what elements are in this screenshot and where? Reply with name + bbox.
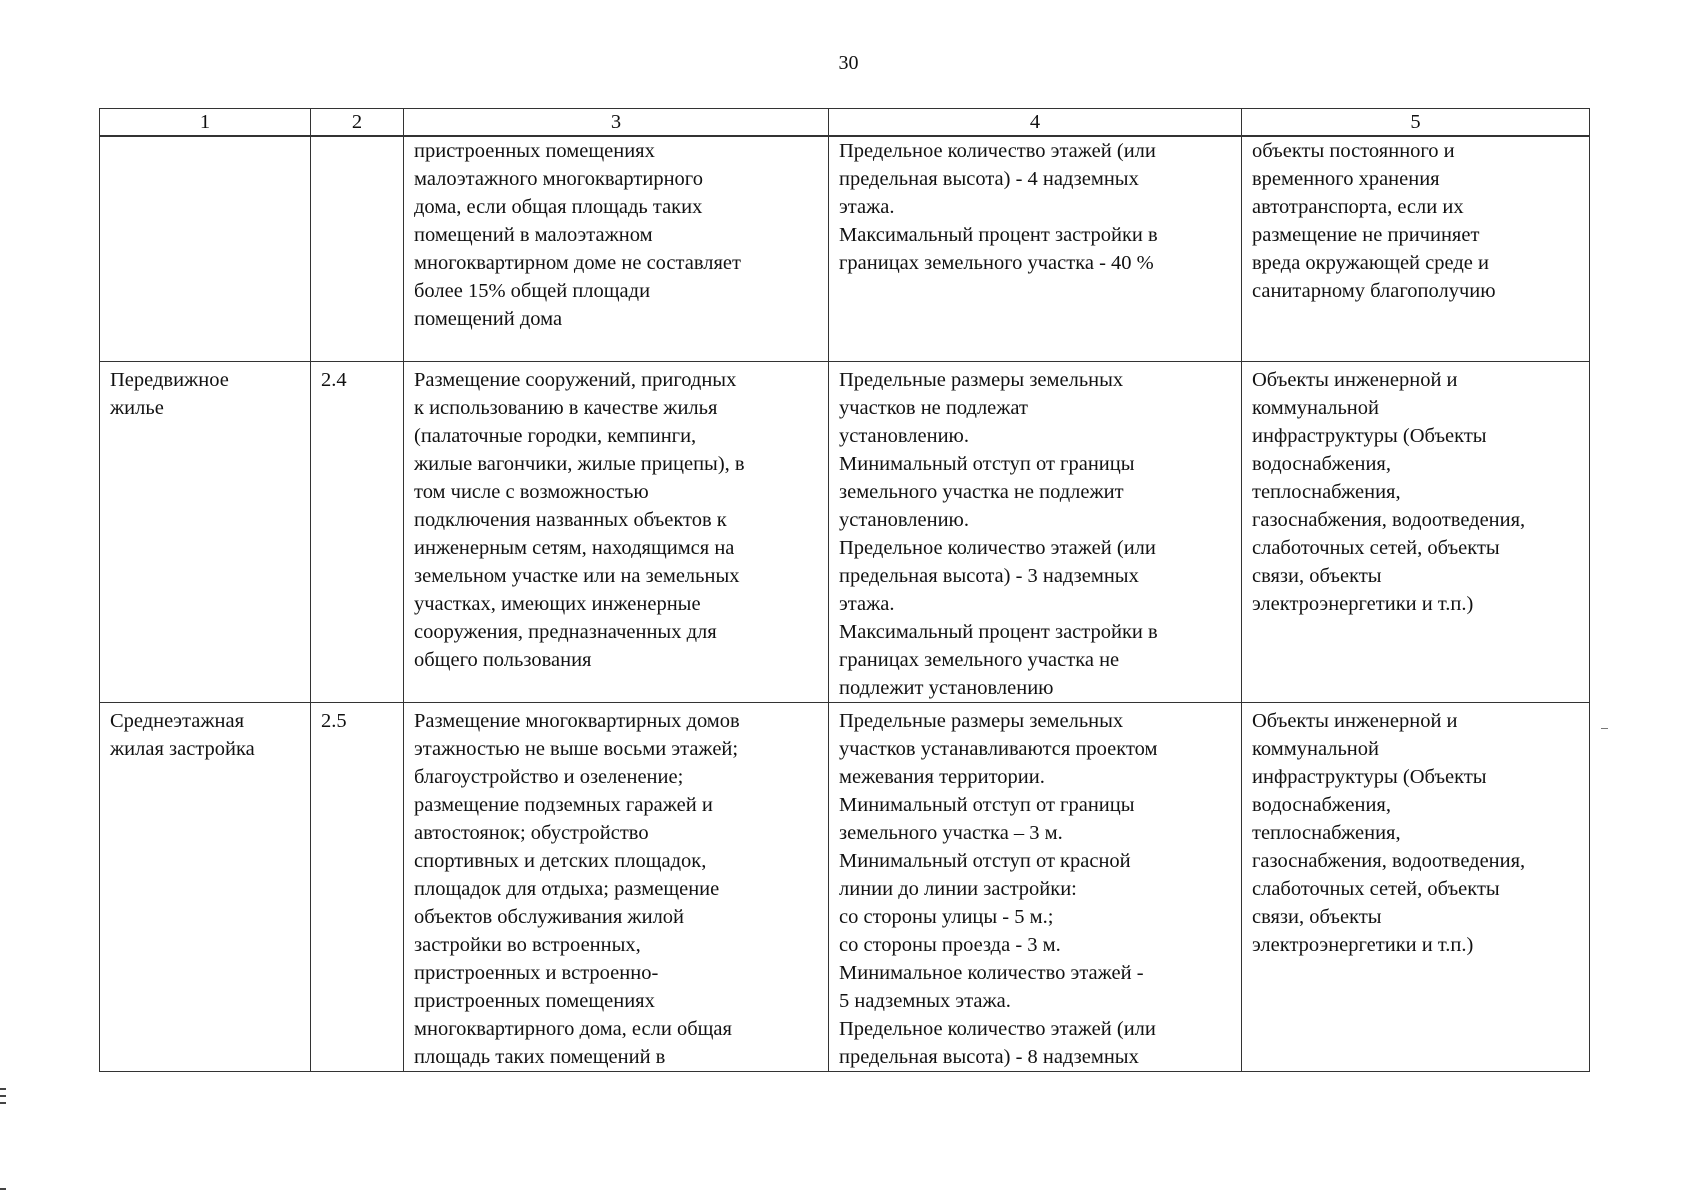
cell-text-line: земельного участка не подлежит xyxy=(839,481,1124,503)
cell-text-line: электроэнергетики и т.п.) xyxy=(1252,934,1474,956)
scan-mark xyxy=(1601,728,1608,729)
cell-text-line: санитарному благополучию xyxy=(1252,280,1496,302)
cell-parameters xyxy=(829,136,1242,362)
cell-text-line: Объекты инженерной и xyxy=(1252,369,1458,391)
table-row xyxy=(100,136,1590,362)
cell-text-line: этажа. xyxy=(839,593,895,615)
cell-text-line: водоснабжения, xyxy=(1252,794,1391,816)
cell-text-line: многоквартирном доме не составляет xyxy=(414,252,741,274)
cell-text-line: пристроенных помещениях xyxy=(414,990,655,1012)
cell-text-line: слаботочных сетей, объекты xyxy=(1252,878,1500,900)
cell-text-line: к использованию в качестве жилья xyxy=(414,397,718,419)
cell-code xyxy=(311,703,404,1072)
header-cell-4: 4 xyxy=(829,109,1242,137)
cell-text-line: благоустройство и озеленение; xyxy=(414,766,684,788)
cell-text-line: земельном участке или на земельных xyxy=(414,565,740,587)
cell-text-line: Максимальный процент застройки в xyxy=(839,224,1158,246)
cell-text-line: связи, объекты xyxy=(1252,906,1382,928)
cell-text-line: Минимальный отступ от красной xyxy=(839,850,1131,872)
page-number: 30 xyxy=(838,52,859,74)
cell-text-line: линии до линии застройки: xyxy=(839,878,1077,900)
cell-text-line: Предельные размеры земельных xyxy=(839,710,1124,732)
cell-text-line: площадок для отдыха; размещение xyxy=(414,878,720,900)
cell-text-line: связи, объекты xyxy=(1252,565,1382,587)
cell-text-line: водоснабжения, xyxy=(1252,453,1391,475)
cell-text-line: установлению. xyxy=(839,425,969,447)
cell-text-line: границах земельного участка - 40 % xyxy=(839,252,1154,274)
cell-auxiliary-uses xyxy=(1242,703,1590,1072)
cell-text-line: подлежит установлению xyxy=(839,677,1054,699)
cell-text-line: со стороны улицы - 5 м.; xyxy=(839,906,1054,928)
cell-text-line: теплоснабжения, xyxy=(1252,822,1401,844)
cell-text-line: общего пользования xyxy=(414,649,592,671)
cell-text-line: малоэтажного многоквартирного xyxy=(414,168,703,190)
cell-text-line: Предельное количество этажей (или xyxy=(839,1018,1156,1040)
cell-text-line: том числе с возможностью xyxy=(414,481,649,503)
cell-text-line: жилые вагончики, жилые прицепы), в xyxy=(414,453,745,475)
cell-text-line: объектов обслуживания жилой xyxy=(414,906,685,928)
cell-text-line: помещений в малоэтажном xyxy=(414,224,653,246)
table-header-row xyxy=(100,109,1590,137)
land-use-table xyxy=(99,108,1590,1072)
cell-parameters xyxy=(829,703,1242,1072)
cell-text-line: границах земельного участка не xyxy=(839,649,1120,671)
cell-text-line: 2.5 xyxy=(321,710,347,732)
cell-text-line: помещений дома xyxy=(414,308,563,330)
scan-edge-mark xyxy=(0,1102,6,1104)
cell-text-line: Передвижное xyxy=(110,369,229,391)
cell-text-line: Размещение многоквартирных домов xyxy=(414,710,740,732)
cell-text-line: участков не подлежат xyxy=(839,397,1028,419)
cell-text-line: межевания территории. xyxy=(839,766,1045,788)
cell-auxiliary-uses xyxy=(1242,362,1590,703)
cell-text-line: автостоянок; обустройство xyxy=(414,822,649,844)
cell-text-line: 5 надземных этажа. xyxy=(839,990,1011,1012)
header-cell-3: 3 xyxy=(404,109,829,137)
cell-description xyxy=(404,703,829,1072)
cell-text-line: инфраструктуры (Объекты xyxy=(1252,766,1487,788)
cell-text-line: Среднеэтажная xyxy=(110,710,245,732)
cell-text-line: подключения названных объектов к xyxy=(414,509,727,531)
cell-text-line: со стороны проезда - 3 м. xyxy=(839,934,1061,956)
cell-text-line: Предельное количество этажей (или xyxy=(839,537,1156,559)
cell-text-line: Максимальный процент застройки в xyxy=(839,621,1158,643)
cell-text-line: инфраструктуры (Объекты xyxy=(1252,425,1487,447)
cell-text-line: газоснабжения, водоотведения, xyxy=(1252,509,1526,531)
cell-code xyxy=(311,136,404,362)
table-row xyxy=(100,703,1590,1072)
cell-text-line: Предельное количество этажей (или xyxy=(839,140,1156,162)
cell-text-line: предельная высота) - 8 надземных xyxy=(839,1046,1139,1068)
header-cell-5: 5 xyxy=(1242,109,1590,137)
cell-text-line: Предельные размеры земельных xyxy=(839,369,1124,391)
cell-description xyxy=(404,362,829,703)
cell-text-line: пристроенных помещениях xyxy=(414,140,655,162)
cell-text-line: газоснабжения, водоотведения, xyxy=(1252,850,1526,872)
cell-text-line: электроэнергетики и т.п.) xyxy=(1252,593,1474,615)
cell-text-line: предельная высота) - 4 надземных xyxy=(839,168,1139,190)
cell-code xyxy=(311,362,404,703)
cell-land-use-name xyxy=(100,136,311,362)
header-cell-2: 2 xyxy=(311,109,404,137)
cell-text-line: Минимальный отступ от границы xyxy=(839,794,1135,816)
cell-text-line: дома, если общая площадь таких xyxy=(414,196,703,218)
cell-text-line: инженерным сетям, находящимся на xyxy=(414,537,735,559)
cell-text-line: жилье xyxy=(110,397,164,419)
cell-text-line: жилая застройка xyxy=(110,738,255,760)
cell-description xyxy=(404,136,829,362)
cell-text-line: Объекты инженерной и xyxy=(1252,710,1458,732)
cell-text-line: теплоснабжения, xyxy=(1252,481,1401,503)
cell-text-line: коммунальной xyxy=(1252,738,1379,760)
cell-text-line: сооружения, предназначенных для xyxy=(414,621,717,643)
cell-text-line: временного хранения xyxy=(1252,168,1440,190)
cell-text-line: Размещение сооружений, пригодных xyxy=(414,369,737,391)
cell-text-line: площадь таких помещений в xyxy=(414,1046,666,1068)
cell-text-line: многоквартирного дома, если общая xyxy=(414,1018,732,1040)
cell-text-line: размещение не причиняет xyxy=(1252,224,1480,246)
cell-text-line: пристроенных и встроенно- xyxy=(414,962,659,984)
scan-edge-mark xyxy=(0,1095,6,1097)
cell-parameters xyxy=(829,362,1242,703)
scan-edge-mark xyxy=(0,1088,6,1090)
cell-text-line: этажностью не выше восьми этажей; xyxy=(414,738,739,760)
cell-text-line: объекты постоянного и xyxy=(1252,140,1455,162)
cell-auxiliary-uses xyxy=(1242,136,1590,362)
cell-text-line: земельного участка – 3 м. xyxy=(839,822,1063,844)
cell-text-line: спортивных и детских площадок, xyxy=(414,850,707,872)
table-row xyxy=(100,362,1590,703)
cell-text-line: участков устанавливаются проектом xyxy=(839,738,1158,760)
cell-text-line: автотранспорта, если их xyxy=(1252,196,1464,218)
header-cell-1: 1 xyxy=(100,109,311,137)
cell-text-line: установлению. xyxy=(839,509,969,531)
cell-text-line: вреда окружающей среде и xyxy=(1252,252,1489,274)
cell-text-line: коммунальной xyxy=(1252,397,1379,419)
cell-text-line: размещение подземных гаражей и xyxy=(414,794,713,816)
cell-text-line: 2.4 xyxy=(321,369,347,391)
cell-text-line: Минимальный отступ от границы xyxy=(839,453,1135,475)
scan-edge-mark xyxy=(0,1188,6,1190)
cell-text-line: этажа. xyxy=(839,196,895,218)
cell-land-use-name xyxy=(100,362,311,703)
cell-text-line: Минимальное количество этажей - xyxy=(839,962,1144,984)
cell-text-line: (палаточные городки, кемпинги, xyxy=(414,425,697,447)
cell-text-line: слаботочных сетей, объекты xyxy=(1252,537,1500,559)
cell-text-line: более 15% общей площади xyxy=(414,280,651,302)
cell-text-line: участках, имеющих инженерные xyxy=(414,593,701,615)
cell-land-use-name xyxy=(100,703,311,1072)
cell-text-line: застройки во встроенных, xyxy=(414,934,641,956)
cell-text-line: предельная высота) - 3 надземных xyxy=(839,565,1139,587)
